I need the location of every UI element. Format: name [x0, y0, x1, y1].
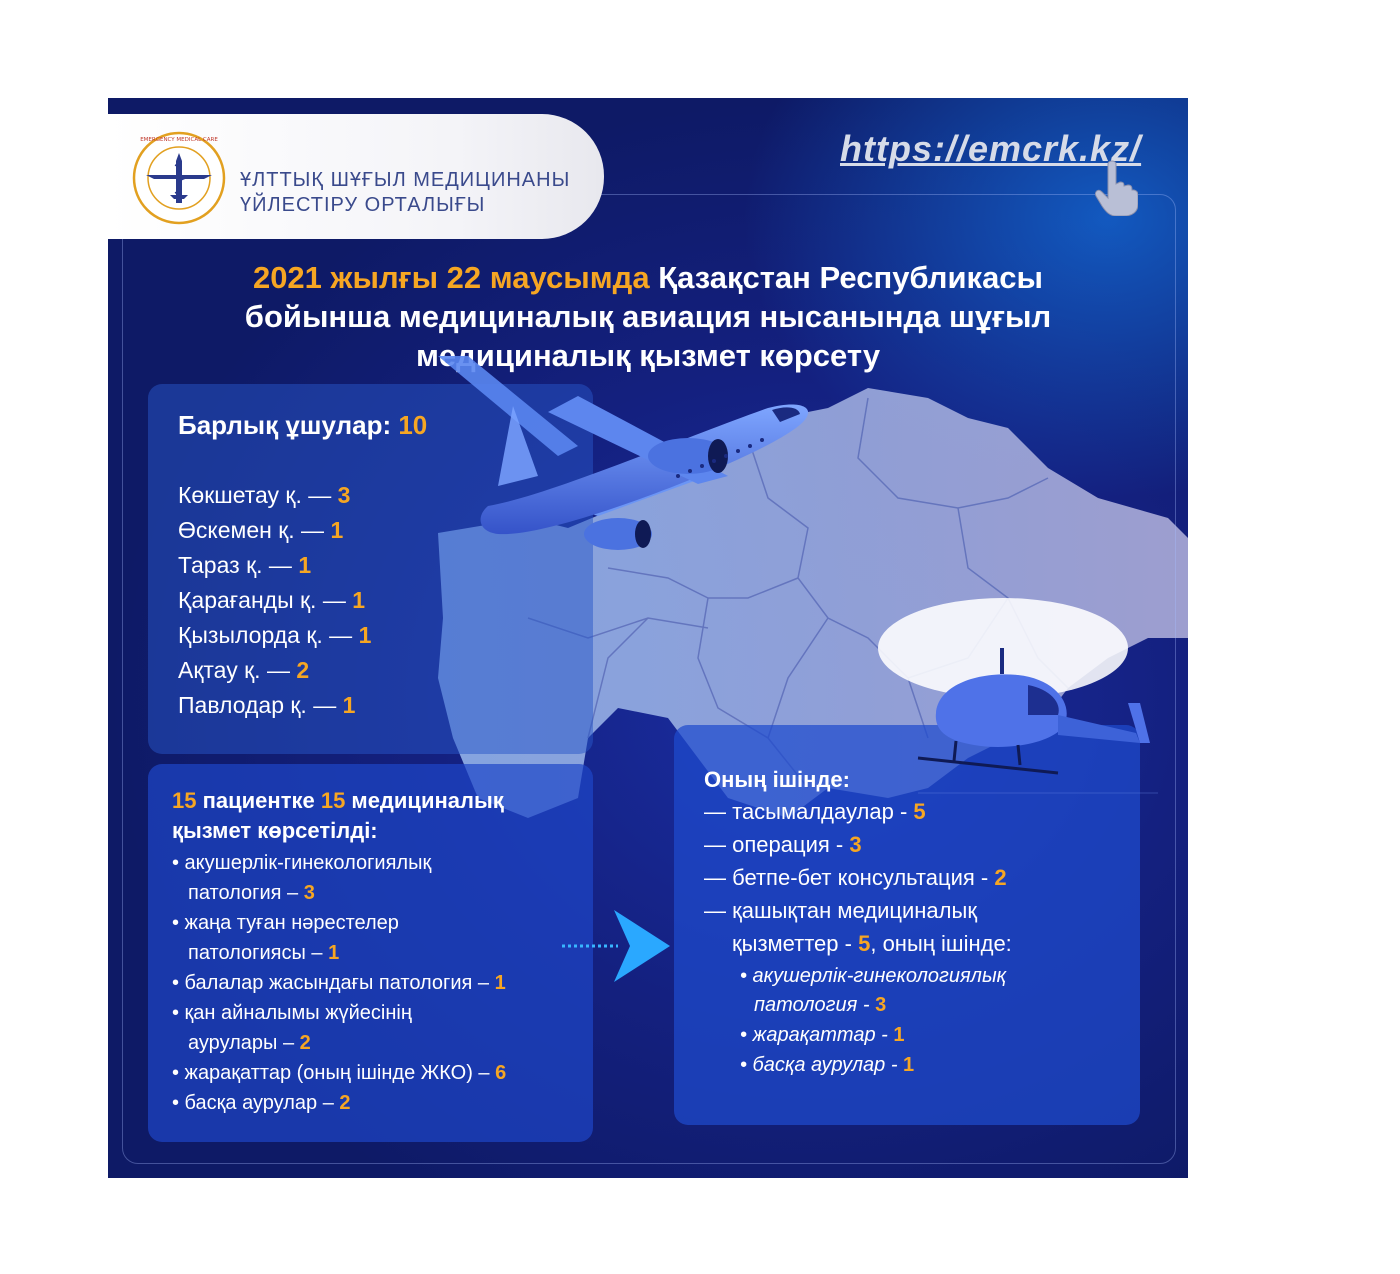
- patient-item-line1: [172, 1092, 351, 1115]
- city-label: Ақтау қ. —: [178, 657, 297, 683]
- patient-item-value: 2: [339, 1092, 351, 1114]
- patient-item-line1: • қан айналымы жүйесінің: [172, 1002, 412, 1024]
- remote-services-line2: [732, 931, 1012, 957]
- patient-item-value: 2: [299, 1032, 311, 1054]
- logo-emblem: [132, 131, 226, 225]
- patients-heading-end: медициналық: [345, 788, 504, 813]
- flights-total-value: 10: [398, 410, 428, 440]
- arrow-right-icon: [558, 904, 678, 984]
- website-link[interactable]: https://emcrk.kz/: [840, 128, 1142, 169]
- infographic-poster: [108, 98, 1188, 1178]
- including-item-label: — тасымалдаулар -: [704, 799, 914, 824]
- city-row: [178, 517, 343, 544]
- flights-total: [178, 410, 427, 441]
- patient-item-line1: [172, 1062, 506, 1085]
- logo-text: EMERGENCY MEDICAL CARE: [140, 137, 218, 143]
- city-label: Өскемен қ. —: [178, 517, 331, 543]
- including-item-value: 5: [913, 799, 926, 824]
- city-row: [178, 482, 350, 509]
- city-label: Павлодар қ. —: [178, 692, 343, 718]
- city-label: Көкшетау қ. —: [178, 482, 338, 508]
- services-count: 15: [320, 788, 346, 813]
- patient-item-value: 3: [303, 882, 315, 904]
- city-row: [178, 692, 355, 719]
- city-value: 1: [298, 552, 312, 578]
- including-item-label: — бетпе-бет консультация -: [704, 865, 995, 890]
- patient-item-value: 1: [494, 972, 506, 994]
- including-item-value: 3: [849, 832, 862, 857]
- patient-item-line1: [172, 972, 506, 995]
- city-row: [178, 552, 311, 579]
- including-heading: Оның ішінде:: [704, 767, 850, 792]
- city-value: 1: [358, 622, 372, 648]
- remote-services-label: қызметтер -: [732, 931, 859, 956]
- city-value: 1: [330, 517, 344, 543]
- city-value: 1: [342, 692, 356, 718]
- title-line1-rest: Қазақстан Республикасы: [649, 260, 1044, 295]
- org-name-line1: ҰЛТТЫҚ ШҰҒЫЛ МЕДИЦИНАНЫ: [240, 169, 571, 191]
- header-banner: [108, 114, 604, 239]
- patient-item-line2: [188, 882, 315, 905]
- remote-services-value: 5: [858, 931, 871, 956]
- patient-item-line1: • жаңа туған нәрестелер: [172, 912, 399, 934]
- patient-item-value: 1: [328, 942, 340, 964]
- helicopter-illustration: [878, 593, 1168, 803]
- city-label: Қарағанды қ. —: [178, 587, 353, 613]
- patient-item-value: 6: [495, 1062, 507, 1084]
- patient-item-line2: [188, 1032, 311, 1055]
- patient-item-label: аурулары –: [188, 1032, 300, 1054]
- patients-heading: [172, 788, 504, 814]
- remote-sub-item-value: 1: [893, 1024, 905, 1046]
- remote-sub-item-value: 1: [903, 1054, 915, 1076]
- including-item-value: 2: [994, 865, 1007, 890]
- title-line3: медициналық қызмет көрсету: [415, 338, 881, 373]
- remote-services-line1: — қашықтан медициналық: [704, 898, 977, 923]
- city-row: [178, 587, 365, 614]
- remote-sub-item-label: патология -: [754, 994, 876, 1016]
- patient-item-label: • жарақаттар (оның ішінде ЖКО) –: [172, 1062, 496, 1084]
- airplane-illustration: [428, 356, 828, 586]
- patient-item-line1: • акушерлік-гинекологиялық: [172, 852, 432, 874]
- remote-sub-item-label: • жарақаттар -: [740, 1024, 894, 1046]
- patients-panel: [148, 764, 593, 1142]
- patient-item-label: патологиясы –: [188, 942, 329, 964]
- org-name-line2: ҮЙЛЕСТІРУ ОРТАЛЫҒЫ: [240, 194, 486, 216]
- patient-item-label: патология –: [188, 882, 304, 904]
- patients-count: 15: [172, 788, 197, 813]
- patients-heading-mid: пациентке: [196, 788, 321, 813]
- remote-sub-item-value: 3: [875, 994, 887, 1016]
- title-line1: [128, 258, 1168, 297]
- patient-item-label: • балалар жасындағы патология –: [172, 972, 495, 994]
- city-value: 2: [296, 657, 310, 683]
- remote-sub-item-line1: [740, 1024, 905, 1047]
- city-value: 3: [337, 482, 351, 508]
- patients-heading-line2: қызмет көрсетілді:: [172, 818, 378, 843]
- city-label: Қызылорда қ. —: [178, 622, 359, 648]
- city-label: Тараз қ. —: [178, 552, 299, 578]
- including-item-label: — операция -: [704, 832, 850, 857]
- city-row: [178, 657, 309, 684]
- remote-sub-item-line1: [740, 1054, 914, 1077]
- patient-item-line2: [188, 942, 339, 965]
- including-item: [704, 865, 1007, 891]
- flights-total-label: Барлық ұшулар:: [178, 410, 399, 440]
- city-row: [178, 622, 371, 649]
- remote-sub-item-line1: • акушерлік-гинекологиялық: [740, 965, 1007, 987]
- patient-item-label: • басқа аурулар –: [172, 1092, 340, 1114]
- remote-sub-item-line2: [754, 994, 886, 1017]
- pointing-hand-icon: [1094, 160, 1138, 216]
- remote-services-post: , оның ішінде:: [870, 931, 1012, 956]
- including-item: [704, 832, 862, 858]
- title-line2: бойынша медициналық авиация нысанында шұғыл: [244, 299, 1052, 334]
- remote-sub-item-label: • басқа аурулар -: [740, 1054, 904, 1076]
- city-value: 1: [352, 587, 366, 613]
- title-highlight: 2021 жылғы 22 маусымда: [252, 260, 650, 295]
